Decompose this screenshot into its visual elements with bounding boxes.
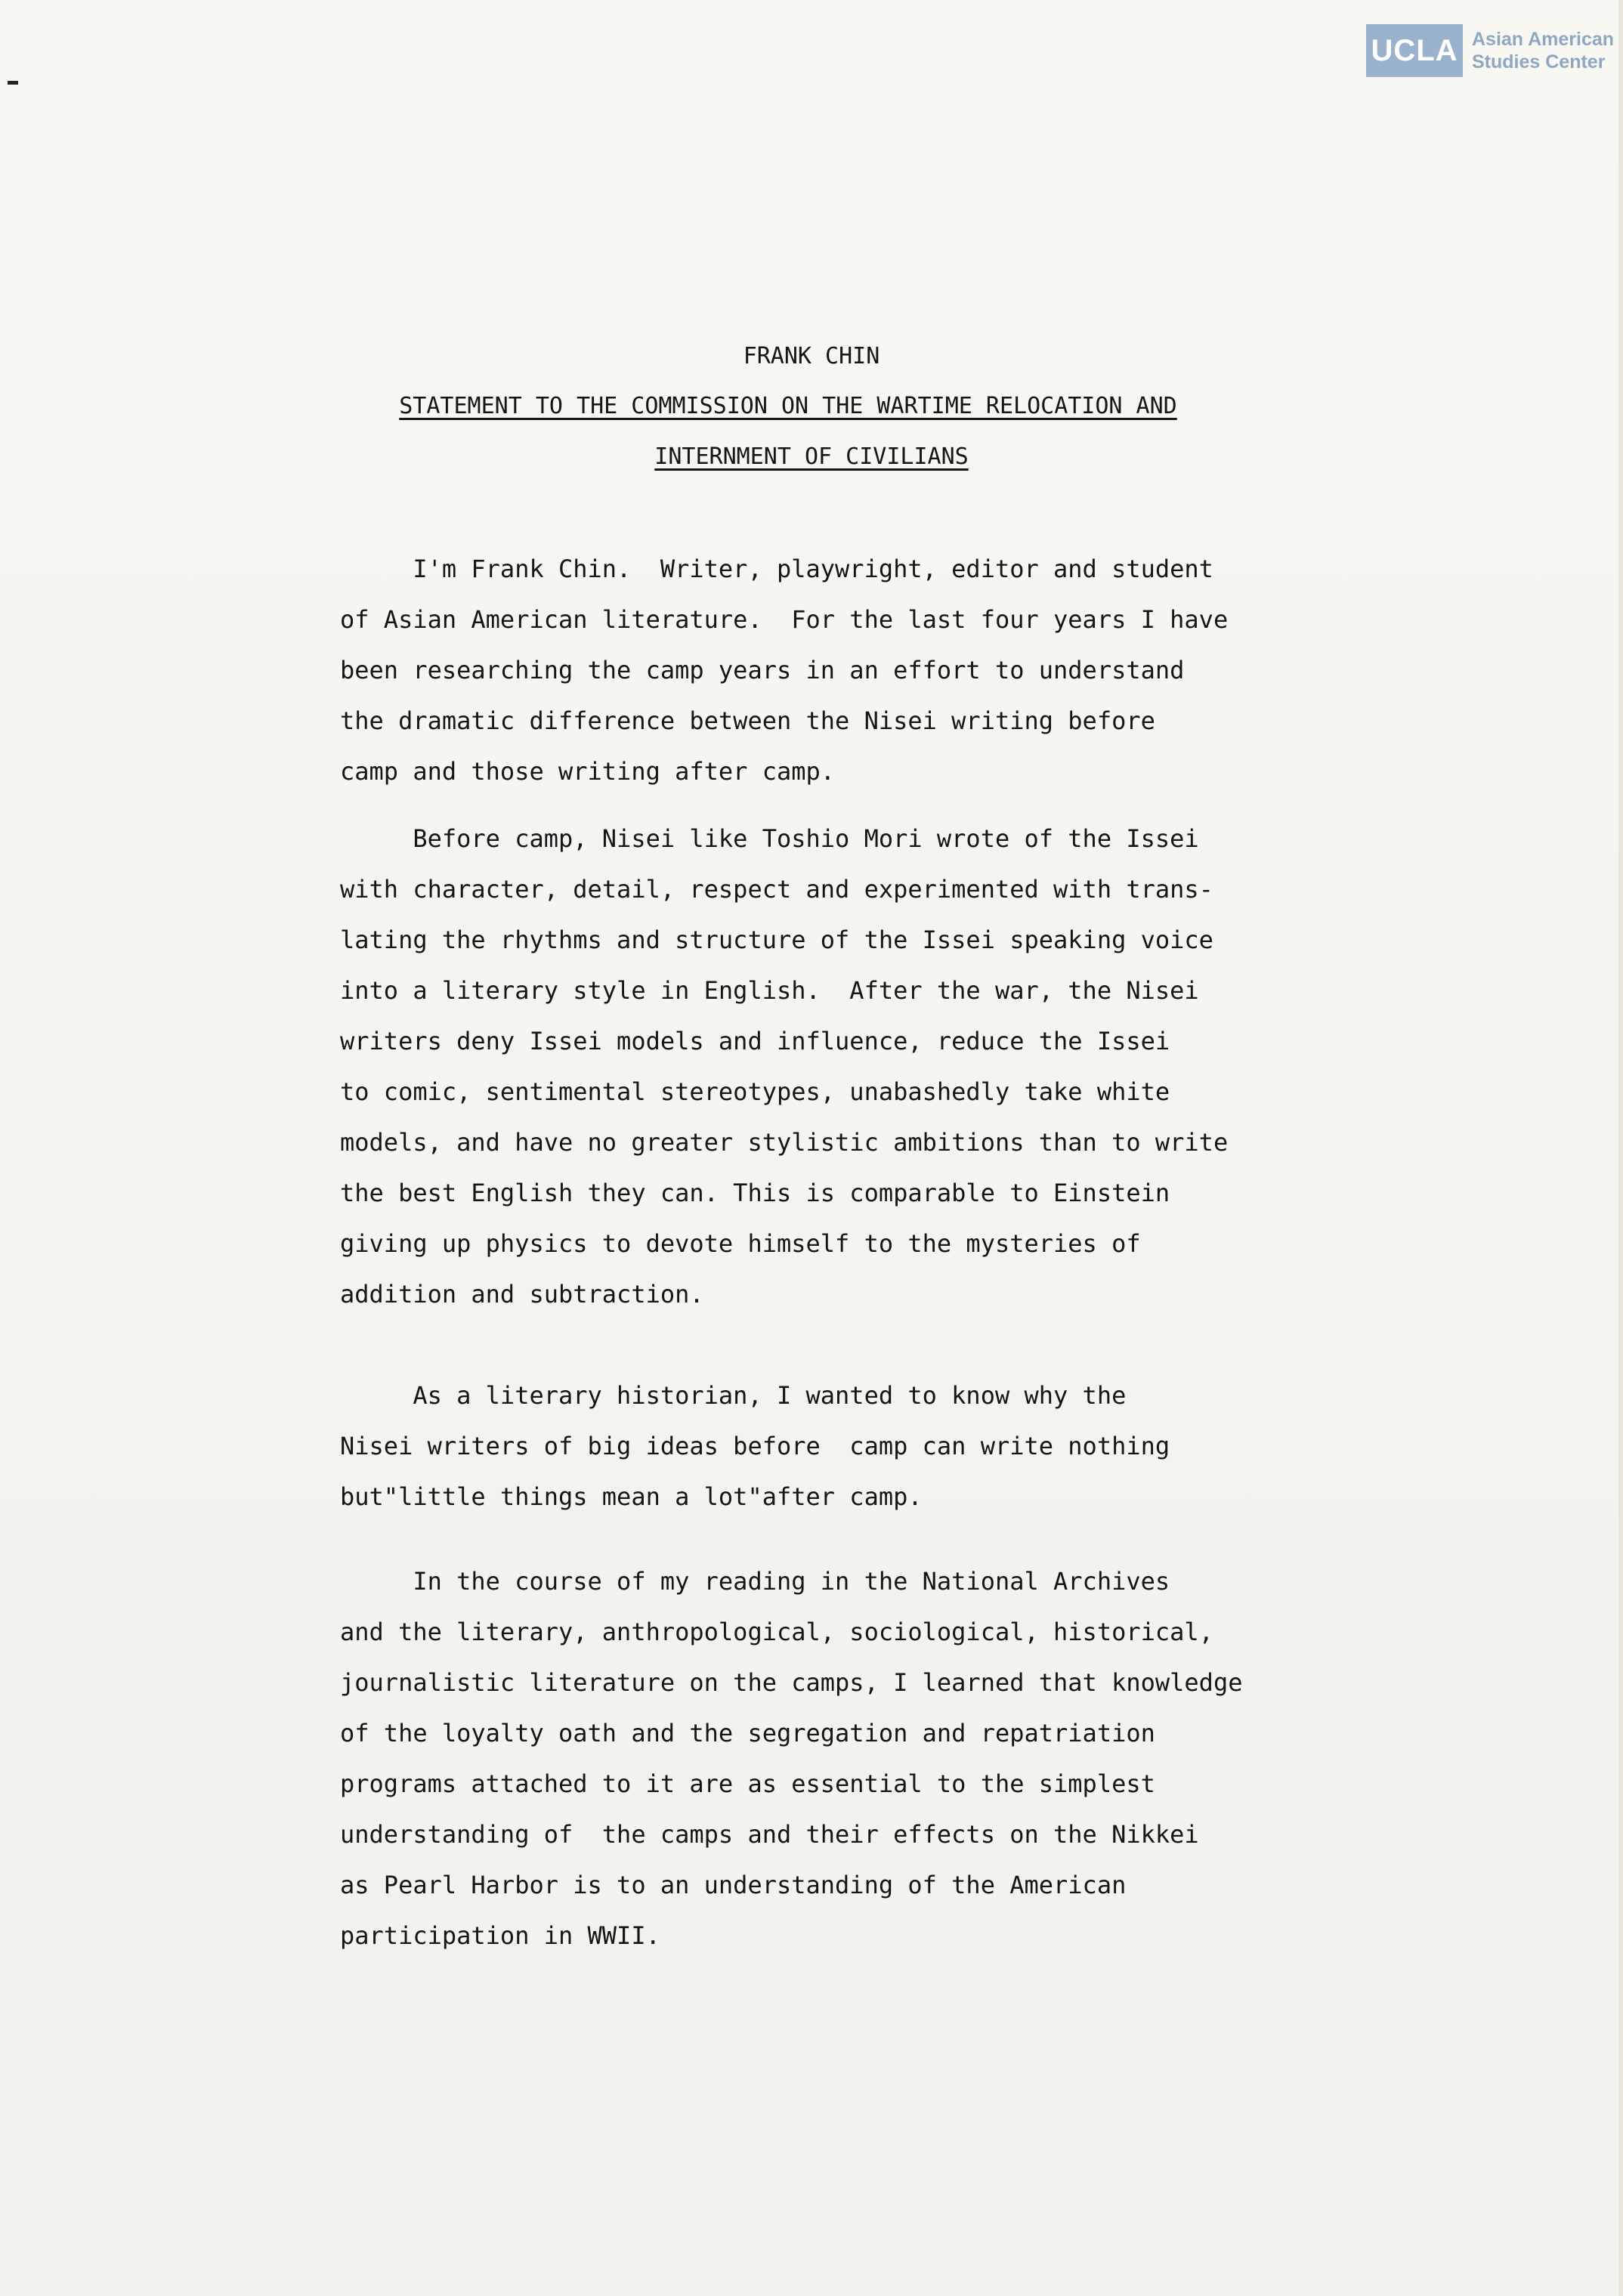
text-line: As a literary historian, I wanted to know why the [340, 1381, 1127, 1410]
text-line: of the loyalty oath and the segregation and repatriation [340, 1719, 1155, 1747]
text-line: Nisei writers of big ideas before camp can write nothing [340, 1432, 1170, 1460]
statement-body [340, 544, 1360, 1961]
archive-logo [1366, 24, 1614, 77]
text-line: models, and have no greater stylistic ambitions than to write [340, 1128, 1229, 1157]
paragraph-2 [340, 814, 1360, 1320]
text-line: as Pearl Harbor is to an understanding of the American [340, 1871, 1127, 1899]
text-line: to comic, sentimental stereotypes, unabashedly take white [340, 1077, 1170, 1106]
text-line: participation in WWII. [340, 1921, 660, 1950]
logo-caption [1472, 28, 1614, 73]
author-name: FRANK CHIN [743, 343, 880, 369]
text-line: I'm Frank Chin. Writer, playwright, editor and student [340, 555, 1213, 583]
text-line: of Asian American literature. For the last four years I have [340, 605, 1229, 634]
text-line: but"little things mean a lot"after camp. [340, 1482, 923, 1511]
text-line: In the course of my reading in the National Archives [340, 1567, 1170, 1596]
text-line: camp and those writing after camp. [340, 757, 836, 786]
text-line: into a literary style in English. After the war, the Nisei [340, 976, 1199, 1005]
text-line: understanding of the camps and their effects on the Nikkei [340, 1820, 1199, 1849]
paragraph-4 [340, 1556, 1360, 1961]
text-line: Before camp, Nisei like Toshio Mori wrote of the Issei [340, 824, 1199, 853]
text-line: the dramatic difference between the Nisei writing before [340, 706, 1155, 735]
text-line: writers deny Issei models and influence, reduce the Issei [340, 1027, 1170, 1055]
text-line: addition and subtraction. [340, 1280, 704, 1309]
logo-line-1: Asian American [1472, 29, 1615, 50]
text-line: the best English they can. This is comparable to Einstein [340, 1179, 1170, 1207]
text-line: lating the rhythms and structure of the Issei speaking voice [340, 926, 1213, 954]
document-title-line-1: STATEMENT TO THE COMMISSION ON THE WARTIME RELOCATION AND [399, 393, 1177, 419]
text-line: programs attached to it are as essential to the simplest [340, 1769, 1155, 1798]
text-line: with character, detail, respect and experimented with trans- [340, 875, 1213, 904]
text-line: been researching the camp years in an effort to understand [340, 656, 1185, 684]
margin-mark [8, 81, 18, 85]
text-line: and the literary, anthropological, sociological, historical, [340, 1618, 1213, 1646]
logo-mark: UCLA [1366, 24, 1463, 77]
document-title-line-2: INTERNMENT OF CIVILIANS [654, 443, 969, 470]
paragraph-3 [340, 1370, 1360, 1522]
text-line: giving up physics to devote himself to the mysteries of [340, 1229, 1141, 1258]
logo-line-2: Studies Center [1472, 51, 1606, 73]
text-line: journalistic literature on the camps, I learned that knowledge [340, 1668, 1243, 1697]
paragraph-1 [340, 544, 1360, 797]
